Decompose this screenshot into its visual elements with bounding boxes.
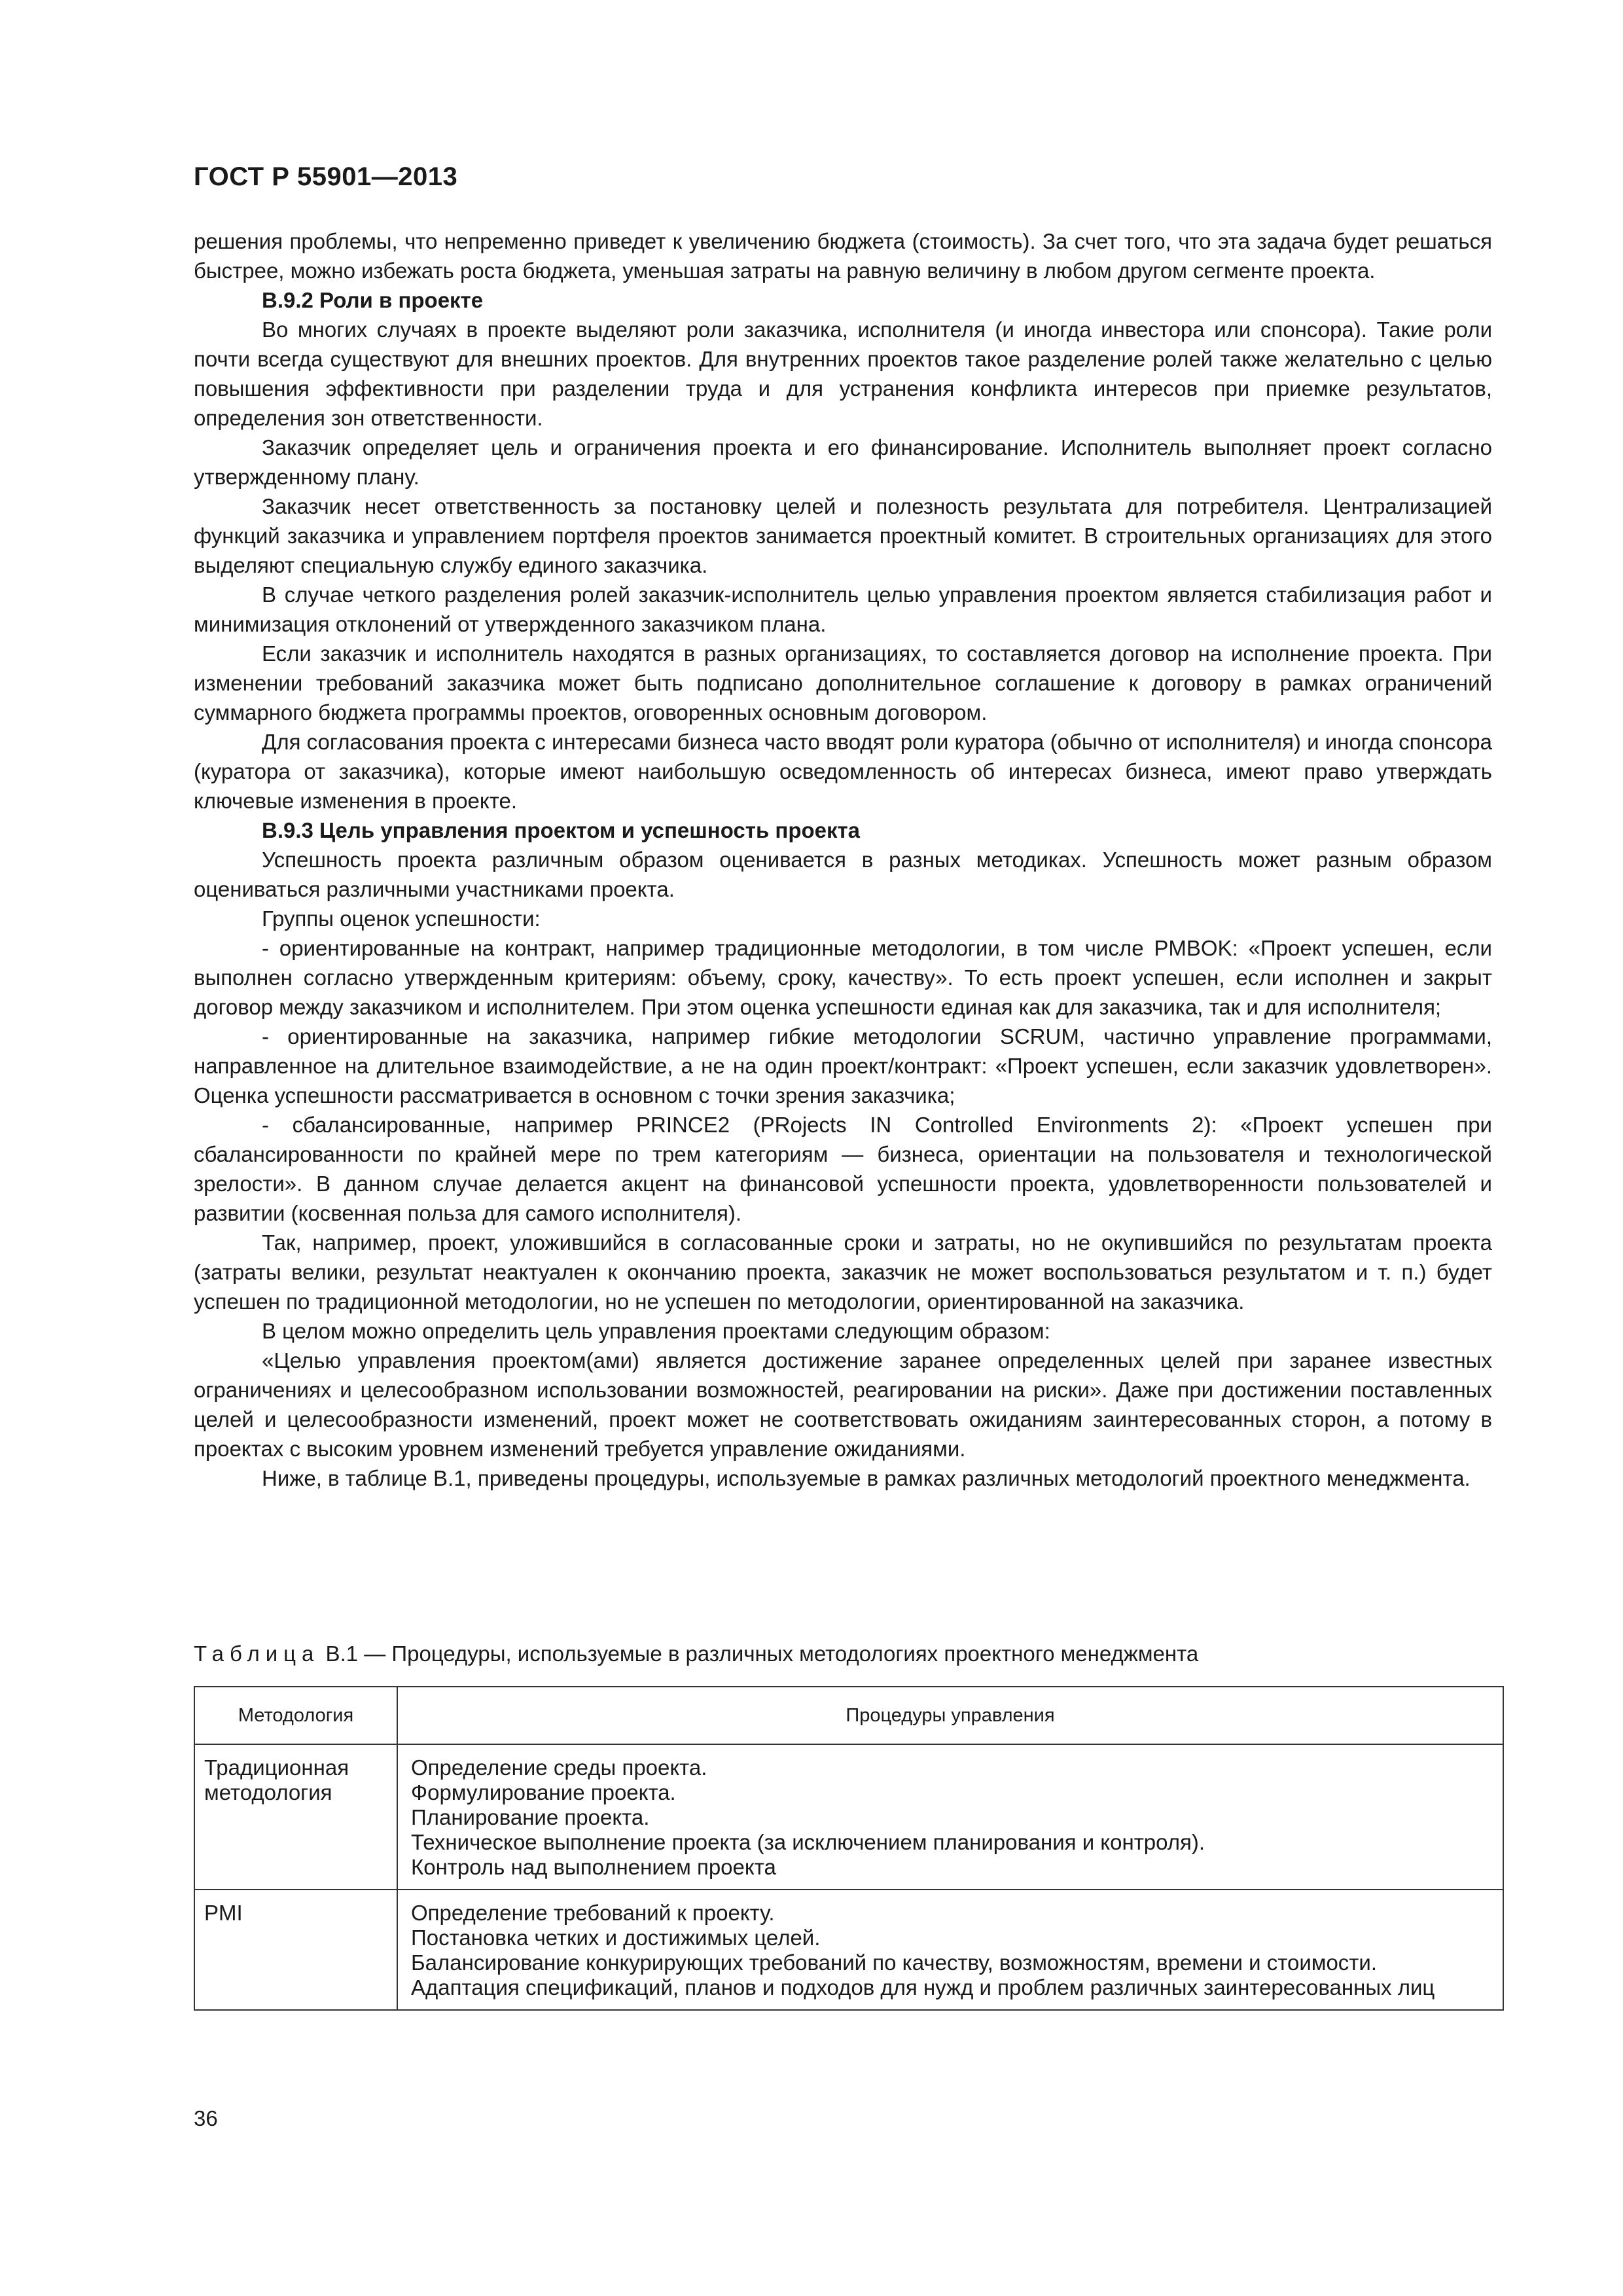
document-body xyxy=(194,226,1492,1493)
procedure-item: Контроль над выполнением проекта xyxy=(411,1855,776,1879)
paragraph: «Целью управления проектом(ами) является достижение заранее определенных целей при заранее известных ограничениях и целесообразном использовании возможностей, реагировании на риски». Даже при достижении поставленных целей и целесообразности изменений, проект может не соответствовать ожиданиям заинтересованных сторон, а потому в проектах с высоким уровнем изменений требуется управление ожиданиями. xyxy=(194,1348,1492,1461)
paragraph: В случае четкого разделения ролей заказчик-исполнитель целью управления проектом является стабилизация работ и минимизация отклонений от утвержденного заказчиком плана. xyxy=(194,583,1492,636)
procedure-item: Определение требований к проекту. xyxy=(411,1901,775,1925)
paragraph: Так, например, проект, уложившийся в согласованные сроки и затраты, но не окупившийся по результатам проекта (затраты велики, результат неактуален к окончанию проекта, заказчик не может воспользоваться результатом и т. п.) будет успешен по традиционной методологии, но не успешен по методологии, ориентированной на заказчика. xyxy=(194,1230,1492,1314)
table-header-row xyxy=(194,1687,1503,1744)
table-caption-prefix: Таблица xyxy=(194,1641,320,1666)
section-heading: В.9.3 Цель управления проектом и успешность проекта xyxy=(262,818,861,842)
paragraph: Если заказчик и исполнитель находятся в разных организациях, то составляется договор на исполнение проекта. При изменении требований заказчика может быть подписано дополнительное соглашение к договору в рамках ограничений суммарного бюджета программы проектов, оговоренных основным договором. xyxy=(194,641,1492,725)
paragraph: Для согласования проекта с интересами бизнеса часто вводят роли куратора (обычно от исполнителя) и иногда спонсора (куратора от заказчика), которые имеют наибольшую осведомленность об интересах бизнеса, имеют право утверждать ключевые изменения в проекте. xyxy=(194,730,1492,813)
procedures-cell xyxy=(397,1890,1503,2010)
paragraph: Группы оценок успешности: xyxy=(262,906,541,931)
list-item: - ориентированные на заказчика, например гибкие методологии SCRUM, частично управление программами, направленное на длительное взаимодействие, а не на один проект/контракт: «Проект успешен, если заказчик удовлетворен». Оценка успешности рассматривается в основном с точки зрения заказчика; xyxy=(194,1024,1492,1107)
column-header-methodology: Методология xyxy=(194,1687,397,1744)
table-caption-text: В.1 — Процедуры, используемые в различных методологиях проектного менеджмента xyxy=(319,1641,1199,1666)
paragraph: Успешность проекта различным образом оценивается в разных методиках. Успешность может разным образом оцениваться различными участниками проекта. xyxy=(194,848,1492,901)
paragraph: В целом можно определить цель управления проектами следующим образом: xyxy=(262,1319,1050,1343)
paragraph: Во многих случаях в проекте выделяют роли заказчика, исполнителя (и иногда инвестора или спонсора). Такие роли почти всегда существуют для внешних проектов. Для внутренних проектов такое разделение ролей также желательно с целью повышения эффективности при разделении труда и для устранения конфликта интересов при приемке результатов, определения зон ответственности. xyxy=(194,317,1492,430)
table-caption xyxy=(194,1639,1198,1668)
procedure-item: Адаптация спецификаций, планов и подходов для нужд и проблем различных заинтересованных лиц xyxy=(411,1975,1435,2000)
list-item: - ориентированные на контракт, например традиционные методологии, в том числе PMBOK: «Проект успешен, если выполнен согласно утвержденным критериям: объему, сроку, качеству». То есть проект успешен, если исполнен и закрыт договор между заказчиком и исполнителем. При этом оценка успешности единая как для заказчика, так и для исполнителя; xyxy=(194,936,1492,1019)
page-number: 36 xyxy=(194,2106,218,2130)
section-heading: В.9.2 Роли в проекте xyxy=(262,288,484,312)
procedure-item: Формулирование проекта. xyxy=(411,1780,676,1804)
methodology-cell: PMI xyxy=(194,1890,397,2010)
document-header: ГОСТ Р 55901—2013 xyxy=(194,162,458,191)
column-header-procedures: Процедуры управления xyxy=(397,1687,1503,1744)
procedure-item: Техническое выполнение проекта (за исключением планирования и контроля). xyxy=(411,1830,1205,1854)
paragraph: Ниже, в таблице В.1, приведены процедуры, используемые в рамках различных методологий проектного менеджмента. xyxy=(262,1466,1471,1490)
table-row xyxy=(194,1890,1503,2010)
list-item: - сбалансированные, например PRINCE2 (PRojects IN Controlled Environments 2): «Проект успешен при сбалансированности по крайней мере по трем категориям — бизнеса, ориентации на пользователя и технологической зрелости». В данном случае делается акцент на финансовой успешности проекта, удовлетворенности пользователей и развитии (косвенная польза для самого исполнителя). xyxy=(194,1113,1492,1225)
procedure-item: Постановка четких и достижимых целей. xyxy=(411,1926,821,1950)
procedure-item: Балансирование конкурирующих требований по качеству, возможностям, времени и стоимости. xyxy=(411,1950,1378,1975)
table-row xyxy=(194,1744,1503,1890)
procedures-table xyxy=(194,1686,1504,2011)
procedure-item: Определение среды проекта. xyxy=(411,1755,707,1780)
procedure-item: Планирование проекта. xyxy=(411,1805,650,1829)
procedures-cell xyxy=(397,1744,1503,1890)
paragraph: решения проблемы, что непременно приведет к увеличению бюджета (стоимость). За счет того, что эта задача будет решаться быстрее, можно избежать роста бюджета, уменьшая затраты на равную величину в любом другом сегменте проекта. xyxy=(194,229,1492,283)
methodology-cell: Традиционная методология xyxy=(194,1744,397,1890)
paragraph: Заказчик несет ответственность за постановку целей и полезность результата для потребителя. Централизацией функций заказчика и управлением портфеля проектов занимается проектный комитет. В строительных организациях для этого выделяют специальную службу единого заказчика. xyxy=(194,494,1492,577)
paragraph: Заказчик определяет цель и ограничения проекта и его финансирование. Исполнитель выполняет проект согласно утвержденному плану. xyxy=(194,435,1492,489)
